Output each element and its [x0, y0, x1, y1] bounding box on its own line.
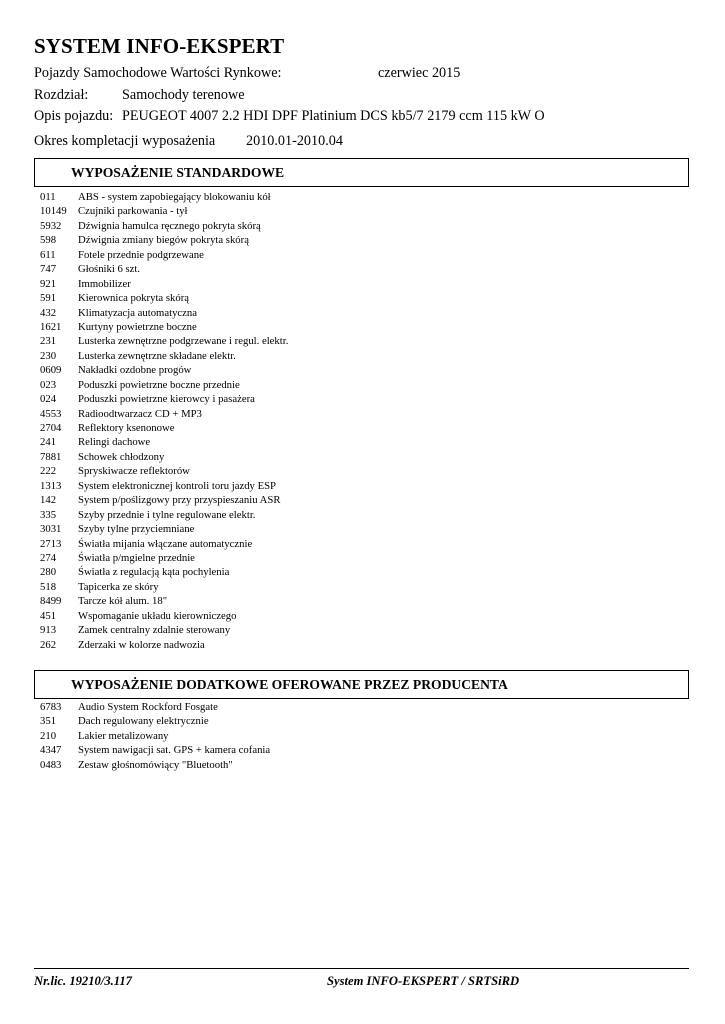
- equipment-name: Szyby przednie i tylne regulowane elektr.: [78, 508, 256, 521]
- equipment-code: 280: [40, 566, 57, 579]
- vehicle-value: PEUGEOT 4007 2.2 HDI DPF Platinium DCS kb5/7 2179 ccm 115 kW O: [122, 108, 545, 124]
- equipment-name: Nakładki ozdobne progów: [78, 364, 192, 377]
- equipment-name: Wspomaganie układu kierowniczego: [78, 609, 237, 622]
- equipment-code: 335: [40, 508, 57, 521]
- equipment-code: 4347: [40, 744, 62, 757]
- equipment-code: 1313: [40, 479, 62, 492]
- period-label: Okres kompletacji wyposażenia: [34, 133, 216, 149]
- equipment-code: 0609: [40, 364, 62, 377]
- equipment-name: Światła p/mgielne przednie: [78, 551, 195, 564]
- equipment-code: 222: [40, 465, 57, 478]
- equipment-code: 241: [40, 436, 57, 449]
- equipment-name: Zderzaki w kolorze nadwozia: [78, 638, 205, 651]
- equipment-code: 7881: [40, 450, 62, 463]
- standard-section-heading: WYPOSAŻENIE STANDARDOWE: [71, 165, 285, 180]
- equipment-name: Światła z regulacją kąta pochylenia: [78, 566, 230, 579]
- equipment-code: 231: [40, 335, 57, 348]
- equipment-name: Audio System Rockford Fosgate: [78, 701, 218, 713]
- equipment-code: 8499: [40, 595, 62, 608]
- vehicle-label: Opis pojazdu:: [34, 108, 114, 124]
- equipment-code: 0483: [40, 758, 62, 771]
- equipment-code: 351: [40, 715, 57, 728]
- equipment-code: 3031: [40, 523, 62, 536]
- equipment-code: 2713: [40, 537, 62, 550]
- equipment-name: Zestaw głośnomówiący "Bluetooth": [78, 758, 233, 771]
- equipment-code: 432: [40, 306, 57, 319]
- equipment-name: Lusterka zewnętrzne składane elektr.: [78, 349, 236, 362]
- equipment-name: Tarcze kół alum. 18": [78, 595, 168, 608]
- section-label: Rozdział:: [34, 87, 89, 103]
- equipment-code: 023: [40, 378, 57, 391]
- equipment-name: Lakier metalizowany: [78, 729, 169, 742]
- equipment-name: Poduszki powietrzne boczne przednie: [78, 378, 240, 391]
- equipment-name: System nawigacji sat. GPS + kamera cofania: [78, 744, 271, 757]
- equipment-name: Dźwignia zmiany biegów pokryta skórą: [78, 234, 249, 247]
- equipment-name: ABS - system zapobiegający blokowaniu kół: [78, 191, 271, 203]
- equipment-name: Lusterka zewnętrzne podgrzewane i regul. elektr.: [78, 335, 289, 348]
- equipment-code: 210: [40, 729, 57, 742]
- optional-section-heading: WYPOSAŻENIE DODATKOWE OFEROWANE PRZEZ PRODUCENTA: [71, 677, 508, 692]
- equipment-name: Fotele przednie podgrzewane: [78, 248, 204, 261]
- equipment-code: 611: [40, 248, 56, 261]
- equipment-name: Kierownica pokryta skórą: [78, 292, 189, 305]
- equipment-name: Reflektory ksenonowe: [78, 422, 175, 434]
- equipment-code: 921: [40, 277, 57, 290]
- equipment-name: Klimatyzacja automatyczna: [78, 306, 197, 319]
- equipment-name: Kurtyny powietrzne boczne: [78, 320, 197, 333]
- equipment-name: Schowek chłodzony: [78, 450, 165, 463]
- equipment-name: Dźwignia hamulca ręcznego pokryta skórą: [78, 219, 261, 232]
- section-value: Samochody terenowe: [122, 87, 245, 103]
- equipment-name: Zamek centralny zdalnie sterowany: [78, 624, 231, 637]
- equipment-code: 1621: [40, 320, 62, 333]
- equipment-name: Światła mijania włączane automatycznie: [78, 537, 253, 550]
- equipment-code: 024: [40, 393, 57, 406]
- market-date: czerwiec 2015: [378, 65, 461, 81]
- equipment-name: Czujniki parkowania - tył: [78, 205, 188, 218]
- equipment-name: Głośniki 6 szt.: [78, 263, 141, 276]
- equipment-code: 451: [40, 609, 57, 622]
- equipment-code: 747: [40, 263, 57, 276]
- equipment-name: Relingi dachowe: [78, 436, 151, 449]
- equipment-code: 598: [40, 234, 57, 247]
- footer-system: System INFO-EKSPERT / SRTSiRD: [327, 974, 520, 988]
- equipment-code: 591: [40, 292, 57, 305]
- equipment-code: 2704: [40, 422, 62, 434]
- equipment-code: 4553: [40, 407, 62, 420]
- equipment-name: Tapicerka ze skóry: [78, 580, 159, 593]
- equipment-name: Dach regulowany elektrycznie: [78, 715, 209, 728]
- footer-license: Nr.lic. 19210/3.117: [34, 974, 132, 988]
- period-value: 2010.01-2010.04: [246, 133, 343, 149]
- equipment-name: System elektronicznej kontroli toru jazdy ESP: [78, 479, 276, 492]
- equipment-code: 230: [40, 349, 57, 362]
- equipment-name: Radioodtwarzacz CD + MP3: [78, 407, 202, 420]
- equipment-code: 6783: [40, 701, 62, 713]
- market-label: Pojazdy Samochodowe Wartości Rynkowe:: [34, 65, 282, 81]
- optional-section-box: [34, 670, 689, 699]
- standard-section-box: [34, 158, 689, 187]
- equipment-code: 5932: [40, 219, 62, 232]
- page-title: SYSTEM INFO-EKSPERT: [34, 34, 285, 58]
- equipment-code: 262: [40, 638, 57, 651]
- equipment-name: Poduszki powietrzne kierowcy i pasażera: [78, 393, 255, 406]
- equipment-code: 142: [40, 494, 57, 507]
- equipment-name: Spryskiwacze reflektorów: [78, 465, 190, 478]
- equipment-code: 518: [40, 580, 57, 593]
- equipment-name: System p/poślizgowy przy przyspieszaniu ASR: [78, 494, 281, 507]
- equipment-code: 913: [40, 624, 57, 637]
- equipment-name: Szyby tylne przyciemniane: [78, 523, 195, 536]
- equipment-code: 10149: [40, 205, 67, 218]
- equipment-code: 011: [40, 191, 56, 203]
- footer-divider: [34, 968, 689, 969]
- equipment-code: 274: [40, 551, 57, 564]
- equipment-name: Immobilizer: [78, 277, 131, 290]
